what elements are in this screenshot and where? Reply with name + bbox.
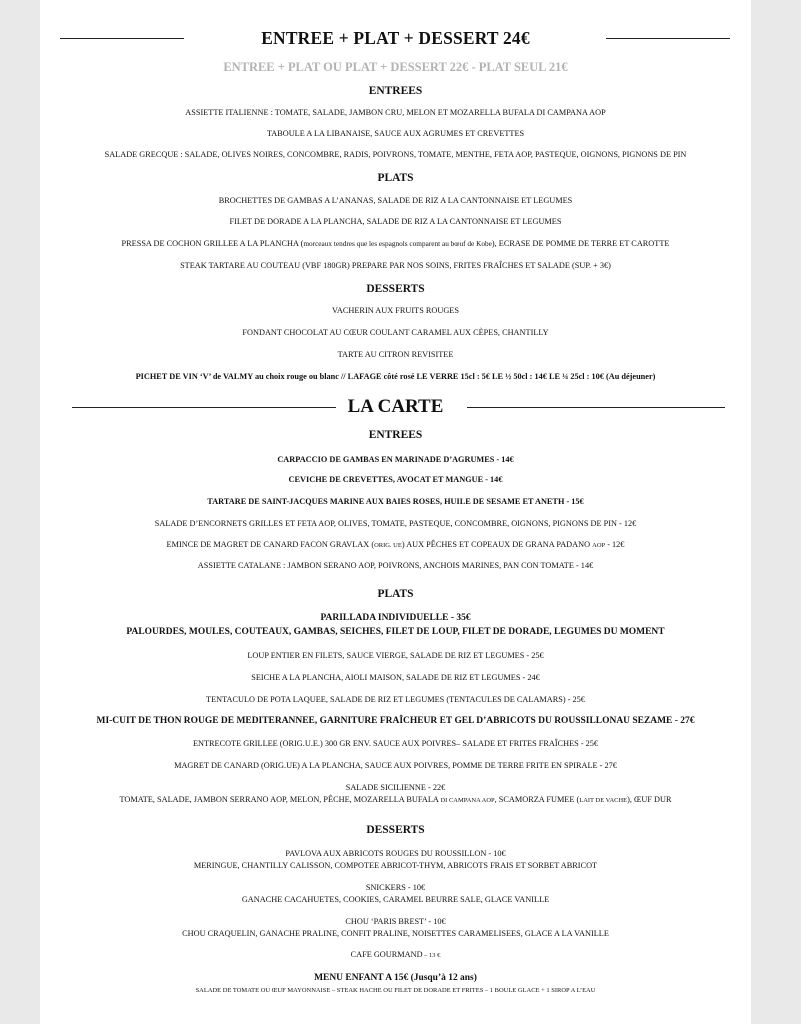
carte-plat-item: ENTRECOTE GRILLEE (ORIG.U.E.) 300 GR ENV. SAUCE AUX POIVRES– SALADE ET FRITES FRAÎCHES - 25€ [192, 739, 599, 748]
formula-dessert-item: FONDANT CHOCOLAT AU CŒUR COULANT CARAMEL AUX CÈPES, CHANTILLY [242, 328, 549, 337]
formula-plat-item: BROCHETTES DE GAMBAS A L’ANANAS, SALADE DE RIZ A LA CANTONNAISE ET LEGUMES [218, 196, 573, 205]
dessert-name: SNICKERS - 10€ [365, 883, 426, 892]
formula-entree-item: TABOULE A LA LIBANAISE, SAUCE AUX AGRUMES ET CREVETTES [266, 129, 525, 138]
dessert-desc: CHOU CRAQUELIN, GANACHE PRALINE, CONFIT PRALINE, NOISETTES CARAMELISEES, GLACE A LA VANILLE [182, 929, 609, 938]
formula-title: ENTREE + PLAT + DESSERT 24€ [261, 28, 530, 48]
carte-entree-item: SALADE D’ENCORNETS GRILLES ET FETA AOP, OLIVES, TOMATE, PASTEQUE, CONCOMBRE, OIGNONS, PIGNONS DE PIN - 12€ [154, 519, 637, 528]
carte-entree-item: ASSIETTE CATALANE : JAMBON SERANO AOP, POIVRONS, ANCHOIS MARINES, PAN CON TOMATE - 14€ [197, 561, 594, 570]
carte-entree-item: TARTARE DE SAINT-JACQUES MARINE AUX BAIES ROSES, HUILE DE SESAME ET ANETH - 15€ [207, 497, 584, 506]
enfant-title: MENU ENFANT A 15€ (Jusqu’à 12 ans) [314, 973, 477, 983]
carte-plat-item: SEICHE A LA PLANCHA, AIOLI MAISON, SALADE DE RIZ ET LEGUMES - 24€ [251, 673, 540, 682]
carte-plat-item: MI-CUIT DE THON ROUGE DE MEDITERANNEE, GARNITURE FRAÎCHEUR ET GEL D’ABRICOTS DU ROUSSILLONAU SEZAME - 27€ [96, 716, 695, 726]
carte-plat-item: TENTACULO DE POTA LAQUEE, SALADE DE RIZ ET LEGUMES (TENTACULES DE CALAMARS) - 25€ [206, 695, 585, 704]
formula-plat-item: FILET DE DORADE A LA PLANCHA, SALADE DE RIZ A LA CANTONNAISE ET LEGUMES [229, 217, 562, 226]
dessert-name: CHOU ‘PARIS BREST’ - 10€ [345, 917, 446, 926]
formula-dessert-item: TARTE AU CITRON REVISITEE [337, 350, 454, 359]
carte-plat-item: MAGRET DE CANARD (ORIG.UE) A LA PLANCHA, SAUCE AUX POIVRES, POMME DE TERRE FRITE EN SPIRALE - 27€ [174, 761, 617, 770]
enfant-desc: SALADE DE TOMATE OU ŒUF MAYONNAISE – STEAK HACHE OU FILET DE DORADE ET FRITES – 1 BOULE GLACE + 1 SIROP A L’EAU [195, 987, 596, 994]
cafe-gourmand: CAFE GOURMAND – 13 € [350, 950, 441, 959]
formula-dessert-item: VACHERIN AUX FRUITS ROUGES [332, 306, 459, 315]
carte-entree-item: EMINCE DE MAGRET DE CANARD FACON GRAVLAX (ORIG. UE) AUX PÊCHES ET COPEAUX DE GRANA PADANO AOP - 12€ [166, 540, 625, 549]
sicilienne-desc: TOMATE, SALADE, JAMBON SERRANO AOP, MELON, PÊCHE, MOZARELLA BUFALA DI CAMPANA AOP, SCAMORZA FUMEE (LAIT DE VACHE), ŒUF DUR [119, 795, 672, 804]
formula-plats-heading: PLATS [377, 172, 414, 184]
dessert-desc: GANACHE CACAHUETES, COOKIES, CARAMEL BEURRE SALE, GLACE VANILLE [241, 895, 550, 904]
formula-subtitle: ENTREE + PLAT OU PLAT + DESSERT 22€ - PLAT SEUL 21€ [223, 60, 568, 74]
carte-plat-item: LOUP ENTIER EN FILETS, SAUCE VIERGE, SALADE DE RIZ ET LEGUMES - 25€ [247, 651, 544, 660]
sicilienne-title: SALADE SICILIENNE - 22€ [345, 783, 446, 792]
formula-plat-item: STEAK TARTARE AU COUTEAU (VBF 180GR) PREPARE PAR NOS SOINS, FRITES FRAÎCHES ET SALADE (SUP. + 3€) [180, 261, 611, 270]
carte-plats-heading: PLATS [377, 588, 414, 600]
carte-title: LA CARTE [347, 396, 444, 417]
dessert-name: PAVLOVA AUX ABRICOTS ROUGES DU ROUSSILLON - 10€ [285, 849, 506, 858]
parillada-title: PARILLADA INDIVIDUELLE - 35€ [320, 613, 471, 623]
carte-entree-item: CARPACCIO DE GAMBAS EN MARINADE D’AGRUMES - 14€ [277, 455, 514, 464]
formula-entree-item: SALADE GRECQUE : SALADE, OLIVES NOIRES, CONCOMBRE, RADIS, POIVRONS, TOMATE, MENTHE, FETA AOP, PASTEQUE, OIGNONS, PIGNONS DE PIN [104, 150, 687, 159]
formula-entrees-heading: ENTREES [368, 85, 423, 97]
formula-plat-item: PRESSA DE COCHON GRILLEE A LA PLANCHA (morceaux tendres que les espagnols comparent au bœuf de Kobe), ECRASE DE POMME DE TERRE ET CAROTTE [121, 239, 670, 248]
formula-desserts-heading: DESSERTS [366, 283, 425, 295]
dessert-desc: MERINGUE, CHANTILLY CALISSON, COMPOTEE ABRICOT-THYM, ABRICOTS FRAIS ET SORBET ABRICOT [193, 861, 598, 870]
menu-page [40, 0, 751, 1024]
formula-entree-item: ASSIETTE ITALIENNE : TOMATE, SALADE, JAMBON CRU, MELON ET MOZARELLA BUFALA DI CAMPANA AOP [185, 108, 606, 117]
carte-entrees-heading: ENTREES [368, 429, 423, 441]
carte-entree-item: CEVICHE DE CREVETTES, AVOCAT ET MANGUE - 14€ [288, 475, 503, 484]
wine-line: PICHET DE VIN ‘V’ de VALMY au choix rouge ou blanc // LAFAGE côté rosé LE VERRE 15cl : 5€ LE ½ 50cl : 14€ LE ¼ 25cl : 10€ (Au déjeuner) [135, 372, 656, 381]
carte-desserts-heading: DESSERTS [366, 824, 425, 836]
parillada-desc: PALOURDES, MOULES, COUTEAUX, GAMBAS, SEICHES, FILET DE LOUP, FILET DE DORADE, LEGUMES DU MOMENT [126, 627, 665, 637]
